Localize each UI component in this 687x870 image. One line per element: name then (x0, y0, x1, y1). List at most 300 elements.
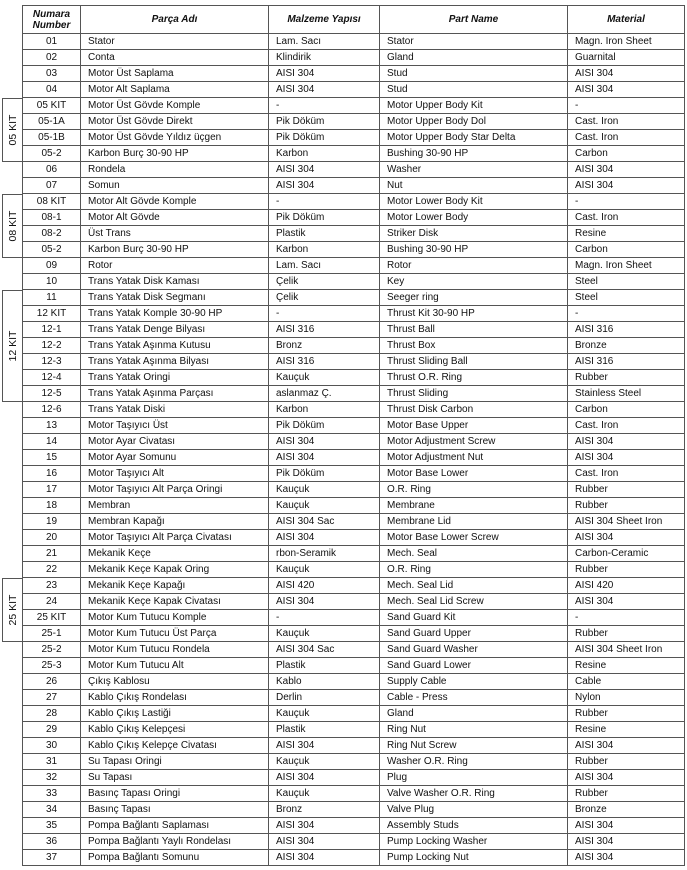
cell-number: 18 (23, 498, 81, 514)
cell-material-en: Rubber (568, 626, 685, 642)
table-row (23, 258, 685, 274)
cell-part-name-en: Mech. Seal Lid (380, 578, 568, 594)
table-row (23, 66, 685, 82)
cell-part-name-tr: Motor Alt Gövde Komple (81, 194, 269, 210)
cell-number: 12-3 (23, 354, 81, 370)
cell-part-name-en: Membrane (380, 498, 568, 514)
cell-material-en: Resine (568, 722, 685, 738)
cell-part-name-tr: Motor Ayar Civatası (81, 434, 269, 450)
cell-material-tr: AISI 304 (269, 770, 380, 786)
table-row (23, 562, 685, 578)
cell-material-en: Rubber (568, 370, 685, 386)
cell-material-en: AISI 304 (568, 82, 685, 98)
cell-part-name-en: Gland (380, 50, 568, 66)
table-row (23, 210, 685, 226)
cell-material-tr: Pik Döküm (269, 418, 380, 434)
cell-part-name-en: O.R. Ring (380, 482, 568, 498)
cell-number: 17 (23, 482, 81, 498)
table-row (23, 850, 685, 866)
cell-part-name-en: O.R. Ring (380, 562, 568, 578)
table-row (23, 706, 685, 722)
table-row (23, 418, 685, 434)
cell-part-name-tr: Kablo Çıkış Kelepçe Civatası (81, 738, 269, 754)
table-row (23, 322, 685, 338)
cell-part-name-en: Cable - Press (380, 690, 568, 706)
cell-number: 21 (23, 546, 81, 562)
cell-material-tr: AISI 304 Sac (269, 514, 380, 530)
cell-material-tr: Pik Döküm (269, 210, 380, 226)
cell-number: 12-5 (23, 386, 81, 402)
cell-part-name-tr: Mekanik Keçe Kapak Oring (81, 562, 269, 578)
table-row (23, 274, 685, 290)
cell-part-name-tr: Motor Kum Tutucu Alt (81, 658, 269, 674)
cell-number: 03 (23, 66, 81, 82)
parts-table (22, 5, 685, 866)
cell-material-tr: AISI 420 (269, 578, 380, 594)
cell-part-name-tr: Trans Yatak Aşınma Parçası (81, 386, 269, 402)
cell-material-en: Magn. Iron Sheet (568, 258, 685, 274)
cell-number: 33 (23, 786, 81, 802)
cell-material-tr: Kablo (269, 674, 380, 690)
cell-material-en: Bronze (568, 802, 685, 818)
header-part-tr: Parça Adı (81, 6, 269, 34)
cell-material-en: Rubber (568, 498, 685, 514)
cell-material-en: AISI 304 (568, 770, 685, 786)
cell-material-tr: Kauçuk (269, 626, 380, 642)
cell-material-tr: Karbon (269, 402, 380, 418)
cell-part-name-tr: Kablo Çıkış Lastiği (81, 706, 269, 722)
cell-material-en: Bronze (568, 338, 685, 354)
cell-part-name-en: Motor Base Upper (380, 418, 568, 434)
cell-number: 09 (23, 258, 81, 274)
cell-number: 12-2 (23, 338, 81, 354)
cell-number: 07 (23, 178, 81, 194)
cell-part-name-tr: Mekanik Keçe Kapak Civatası (81, 594, 269, 610)
cell-part-name-en: Valve Plug (380, 802, 568, 818)
table-row (23, 386, 685, 402)
cell-part-name-en: Bushing 30-90 HP (380, 146, 568, 162)
cell-part-name-tr: Pompa Bağlantı Somunu (81, 850, 269, 866)
cell-part-name-tr: Rotor (81, 258, 269, 274)
parts-table-wrapper (22, 5, 684, 866)
cell-part-name-en: Bushing 30-90 HP (380, 242, 568, 258)
kit-group-label (2, 194, 22, 258)
table-row (23, 546, 685, 562)
cell-material-en: - (568, 306, 685, 322)
cell-number: 23 (23, 578, 81, 594)
cell-material-tr: AISI 304 (269, 450, 380, 466)
cell-part-name-tr: Trans Yatak Disk Segmanı (81, 290, 269, 306)
cell-material-tr: AISI 316 (269, 322, 380, 338)
cell-part-name-en: Stud (380, 82, 568, 98)
cell-part-name-tr: Trans Yatak Komple 30-90 HP (81, 306, 269, 322)
cell-part-name-tr: Stator (81, 34, 269, 50)
cell-part-name-en: Stator (380, 34, 568, 50)
table-row (23, 50, 685, 66)
cell-material-en: AISI 316 (568, 322, 685, 338)
cell-part-name-en: Thrust Box (380, 338, 568, 354)
cell-part-name-tr: Su Tapası (81, 770, 269, 786)
table-row (23, 626, 685, 642)
table-row (23, 578, 685, 594)
kit-group-text: 05 KIT (6, 114, 19, 145)
cell-material-en: Steel (568, 274, 685, 290)
cell-material-tr: Lam. Sacı (269, 258, 380, 274)
table-row (23, 834, 685, 850)
table-row (23, 738, 685, 754)
cell-material-en: Rubber (568, 482, 685, 498)
cell-number: 34 (23, 802, 81, 818)
cell-number: 15 (23, 450, 81, 466)
cell-material-en: - (568, 194, 685, 210)
cell-part-name-tr: Basınç Tapası (81, 802, 269, 818)
cell-material-en: AISI 304 (568, 66, 685, 82)
cell-material-tr: AISI 304 (269, 594, 380, 610)
cell-part-name-tr: Membran Kapağı (81, 514, 269, 530)
cell-part-name-en: Mech. Seal (380, 546, 568, 562)
cell-material-en: Rubber (568, 754, 685, 770)
cell-part-name-tr: Pompa Bağlantı Saplaması (81, 818, 269, 834)
table-row (23, 802, 685, 818)
cell-material-en: Rubber (568, 706, 685, 722)
kit-group-text: 12 KIT (6, 330, 19, 361)
table-row (23, 34, 685, 50)
cell-part-name-en: Motor Upper Body Kit (380, 98, 568, 114)
table-row (23, 306, 685, 322)
cell-part-name-tr: Motor Taşıyıcı Alt (81, 466, 269, 482)
cell-part-name-tr: Motor Kum Tutucu Rondela (81, 642, 269, 658)
cell-material-en: Cast. Iron (568, 466, 685, 482)
cell-part-name-tr: Karbon Burç 30-90 HP (81, 242, 269, 258)
cell-material-tr: Klindirik (269, 50, 380, 66)
cell-part-name-en: Motor Lower Body Kit (380, 194, 568, 210)
table-row (23, 178, 685, 194)
cell-part-name-tr: Üst Trans (81, 226, 269, 242)
header-number (23, 6, 81, 34)
cell-part-name-en: Assembly Studs (380, 818, 568, 834)
cell-number: 08-1 (23, 210, 81, 226)
cell-part-name-tr: Trans Yatak Aşınma Bilyası (81, 354, 269, 370)
cell-material-en: AISI 304 (568, 850, 685, 866)
cell-part-name-en: Rotor (380, 258, 568, 274)
cell-number: 37 (23, 850, 81, 866)
cell-part-name-en: Motor Adjustment Screw (380, 434, 568, 450)
table-row (23, 450, 685, 466)
cell-part-name-en: Sand Guard Upper (380, 626, 568, 642)
cell-material-en: AISI 304 Sheet Iron (568, 514, 685, 530)
cell-part-name-tr: Trans Yatak Diski (81, 402, 269, 418)
cell-material-en: AISI 304 (568, 818, 685, 834)
cell-material-en: Steel (568, 290, 685, 306)
cell-part-name-en: Ring Nut (380, 722, 568, 738)
cell-number: 36 (23, 834, 81, 850)
table-row (23, 770, 685, 786)
header-material-tr: Malzeme Yapısı (269, 6, 380, 34)
table-row (23, 98, 685, 114)
cell-material-tr: AISI 304 (269, 434, 380, 450)
header-part-en: Part Name (380, 6, 568, 34)
cell-material-tr: Plastik (269, 226, 380, 242)
cell-material-en: Nylon (568, 690, 685, 706)
cell-material-en: Stainless Steel (568, 386, 685, 402)
table-row (23, 498, 685, 514)
cell-part-name-tr: Çıkış Kablosu (81, 674, 269, 690)
cell-material-tr: AISI 304 Sac (269, 642, 380, 658)
cell-part-name-en: Motor Upper Body Star Delta (380, 130, 568, 146)
cell-number: 31 (23, 754, 81, 770)
cell-part-name-en: Thrust Sliding (380, 386, 568, 402)
cell-part-name-en: Supply Cable (380, 674, 568, 690)
cell-part-name-tr: Motor Alt Gövde (81, 210, 269, 226)
cell-part-name-tr: Trans Yatak Oringi (81, 370, 269, 386)
table-row (23, 370, 685, 386)
cell-number: 11 (23, 290, 81, 306)
cell-material-en: AISI 304 (568, 434, 685, 450)
cell-number: 02 (23, 50, 81, 66)
cell-number: 16 (23, 466, 81, 482)
cell-material-en: Carbon (568, 146, 685, 162)
kit-group-label (2, 98, 22, 162)
cell-number: 05 KIT (23, 98, 81, 114)
cell-material-en: AISI 304 (568, 738, 685, 754)
cell-material-en: Guarnital (568, 50, 685, 66)
table-row (23, 114, 685, 130)
kit-group-label (2, 578, 22, 642)
cell-part-name-en: Seeger ring (380, 290, 568, 306)
table-row (23, 786, 685, 802)
table-row (23, 146, 685, 162)
cell-part-name-tr: Mekanik Keçe (81, 546, 269, 562)
cell-material-en: Carbon (568, 402, 685, 418)
cell-material-tr: - (269, 194, 380, 210)
cell-material-en: Cast. Iron (568, 130, 685, 146)
table-row (23, 530, 685, 546)
table-row (23, 674, 685, 690)
table-row (23, 818, 685, 834)
cell-part-name-tr: Kablo Çıkış Kelepçesi (81, 722, 269, 738)
cell-part-name-tr: Karbon Burç 30-90 HP (81, 146, 269, 162)
cell-number: 30 (23, 738, 81, 754)
cell-material-en: Resine (568, 226, 685, 242)
cell-part-name-en: Sand Guard Lower (380, 658, 568, 674)
cell-material-tr: AISI 316 (269, 354, 380, 370)
cell-number: 29 (23, 722, 81, 738)
cell-part-name-en: Mech. Seal Lid Screw (380, 594, 568, 610)
cell-part-name-en: Ring Nut Screw (380, 738, 568, 754)
cell-material-tr: Plastik (269, 658, 380, 674)
cell-part-name-tr: Kablo Çıkış Rondelası (81, 690, 269, 706)
cell-material-tr: Kauçuk (269, 786, 380, 802)
cell-material-tr: AISI 304 (269, 850, 380, 866)
cell-material-en: AISI 304 (568, 162, 685, 178)
cell-part-name-en: Washer O.R. Ring (380, 754, 568, 770)
cell-material-en: Cast. Iron (568, 114, 685, 130)
cell-part-name-en: Motor Base Lower (380, 466, 568, 482)
cell-part-name-en: Striker Disk (380, 226, 568, 242)
cell-number: 12 KIT (23, 306, 81, 322)
cell-material-en: AISI 420 (568, 578, 685, 594)
cell-part-name-en: Gland (380, 706, 568, 722)
cell-part-name-tr: Pompa Bağlantı Yaylı Rondelası (81, 834, 269, 850)
table-row (23, 642, 685, 658)
cell-material-tr: AISI 304 (269, 530, 380, 546)
cell-material-en: AISI 316 (568, 354, 685, 370)
cell-material-en: AISI 304 (568, 450, 685, 466)
table-row (23, 690, 685, 706)
cell-number: 12-6 (23, 402, 81, 418)
cell-material-en: AISI 304 (568, 530, 685, 546)
cell-material-tr: Kauçuk (269, 498, 380, 514)
cell-part-name-tr: Motor Taşıyıcı Alt Parça Oringi (81, 482, 269, 498)
cell-part-name-en: Valve Washer O.R. Ring (380, 786, 568, 802)
cell-number: 05-1B (23, 130, 81, 146)
cell-part-name-en: Thrust Disk Carbon (380, 402, 568, 418)
cell-part-name-en: Thrust Kit 30-90 HP (380, 306, 568, 322)
cell-number: 08-2 (23, 226, 81, 242)
cell-part-name-tr: Su Tapası Oringi (81, 754, 269, 770)
cell-material-tr: aslanmaz Ç. (269, 386, 380, 402)
parts-table-body (23, 34, 685, 866)
cell-number: 05-2 (23, 242, 81, 258)
table-row (23, 242, 685, 258)
cell-material-tr: Kauçuk (269, 754, 380, 770)
cell-material-en: - (568, 98, 685, 114)
table-row (23, 226, 685, 242)
cell-material-en: Cable (568, 674, 685, 690)
cell-material-tr: AISI 304 (269, 834, 380, 850)
cell-material-tr: - (269, 610, 380, 626)
cell-part-name-tr: Somun (81, 178, 269, 194)
cell-part-name-en: Washer (380, 162, 568, 178)
table-row (23, 338, 685, 354)
cell-part-name-en: Motor Base Lower Screw (380, 530, 568, 546)
cell-material-en: Cast. Iron (568, 418, 685, 434)
cell-part-name-tr: Motor Üst Gövde Yıldız üçgen (81, 130, 269, 146)
cell-material-tr: Derlin (269, 690, 380, 706)
cell-material-tr: Kauçuk (269, 562, 380, 578)
cell-number: 22 (23, 562, 81, 578)
cell-material-tr: Pik Döküm (269, 114, 380, 130)
cell-material-tr: Çelik (269, 274, 380, 290)
cell-material-en: Rubber (568, 562, 685, 578)
cell-material-en: Resine (568, 658, 685, 674)
table-row (23, 194, 685, 210)
cell-material-tr: Bronz (269, 802, 380, 818)
cell-part-name-tr: Motor Üst Saplama (81, 66, 269, 82)
cell-part-name-en: Plug (380, 770, 568, 786)
cell-part-name-tr: Motor Taşıyıcı Alt Parça Civatası (81, 530, 269, 546)
cell-number: 25-2 (23, 642, 81, 658)
cell-part-name-tr: Trans Yatak Denge Bilyası (81, 322, 269, 338)
cell-number: 28 (23, 706, 81, 722)
cell-part-name-tr: Motor Kum Tutucu Komple (81, 610, 269, 626)
cell-number: 20 (23, 530, 81, 546)
cell-number: 25 KIT (23, 610, 81, 626)
cell-material-en: AISI 304 (568, 178, 685, 194)
cell-part-name-tr: Basınç Tapası Oringi (81, 786, 269, 802)
cell-number: 10 (23, 274, 81, 290)
table-row (23, 482, 685, 498)
cell-part-name-en: Thrust Sliding Ball (380, 354, 568, 370)
cell-number: 35 (23, 818, 81, 834)
cell-number: 24 (23, 594, 81, 610)
cell-part-name-tr: Motor Üst Gövde Komple (81, 98, 269, 114)
cell-part-name-tr: Membran (81, 498, 269, 514)
cell-material-tr: Kauçuk (269, 706, 380, 722)
cell-number: 13 (23, 418, 81, 434)
table-row (23, 466, 685, 482)
cell-part-name-tr: Motor Alt Saplama (81, 82, 269, 98)
cell-material-tr: Pik Döküm (269, 466, 380, 482)
cell-material-tr: Kauçuk (269, 482, 380, 498)
cell-part-name-en: Sand Guard Kit (380, 610, 568, 626)
header-number-en: Number (32, 19, 71, 31)
cell-number: 19 (23, 514, 81, 530)
cell-number: 12-4 (23, 370, 81, 386)
cell-material-tr: Bronz (269, 338, 380, 354)
cell-part-name-en: Pump Locking Washer (380, 834, 568, 850)
cell-material-en: AISI 304 Sheet Iron (568, 642, 685, 658)
table-row (23, 610, 685, 626)
kit-group-text: 08 KIT (6, 210, 19, 241)
cell-number: 25-1 (23, 626, 81, 642)
cell-part-name-en: Pump Locking Nut (380, 850, 568, 866)
cell-material-tr: AISI 304 (269, 82, 380, 98)
cell-part-name-tr: Motor Kum Tutucu Üst Parça (81, 626, 269, 642)
cell-part-name-tr: Trans Yatak Disk Kaması (81, 274, 269, 290)
cell-part-name-tr: Rondela (81, 162, 269, 178)
cell-part-name-tr: Motor Taşıyıcı Üst (81, 418, 269, 434)
cell-material-tr: Lam. Sacı (269, 34, 380, 50)
cell-material-tr: Pik Döküm (269, 130, 380, 146)
cell-number: 04 (23, 82, 81, 98)
cell-part-name-en: Membrane Lid (380, 514, 568, 530)
header-number-tr: Numara (32, 8, 71, 20)
table-row (23, 514, 685, 530)
cell-part-name-en: Thrust O.R. Ring (380, 370, 568, 386)
cell-part-name-tr: Mekanik Keçe Kapağı (81, 578, 269, 594)
cell-material-en: Rubber (568, 786, 685, 802)
table-row (23, 594, 685, 610)
cell-material-en: AISI 304 (568, 834, 685, 850)
cell-number: 08 KIT (23, 194, 81, 210)
cell-part-name-en: Thrust Ball (380, 322, 568, 338)
cell-material-tr: AISI 304 (269, 738, 380, 754)
cell-number: 05-1A (23, 114, 81, 130)
header-material-en: Material (568, 6, 685, 34)
cell-number: 26 (23, 674, 81, 690)
kit-group-text: 25 KIT (6, 594, 19, 625)
cell-number: 25-3 (23, 658, 81, 674)
table-row (23, 658, 685, 674)
cell-material-en: - (568, 610, 685, 626)
cell-material-tr: AISI 304 (269, 162, 380, 178)
cell-material-tr: AISI 304 (269, 178, 380, 194)
cell-part-name-en: Motor Upper Body Dol (380, 114, 568, 130)
cell-material-en: Carbon (568, 242, 685, 258)
cell-part-name-tr: Trans Yatak Aşınma Kutusu (81, 338, 269, 354)
cell-material-tr: Kauçuk (269, 370, 380, 386)
cell-number: 14 (23, 434, 81, 450)
cell-material-en: AISI 304 (568, 594, 685, 610)
table-row (23, 722, 685, 738)
table-row (23, 130, 685, 146)
table-row (23, 290, 685, 306)
cell-part-name-en: Motor Lower Body (380, 210, 568, 226)
cell-material-en: Magn. Iron Sheet (568, 34, 685, 50)
header-row (23, 6, 685, 34)
cell-number: 27 (23, 690, 81, 706)
